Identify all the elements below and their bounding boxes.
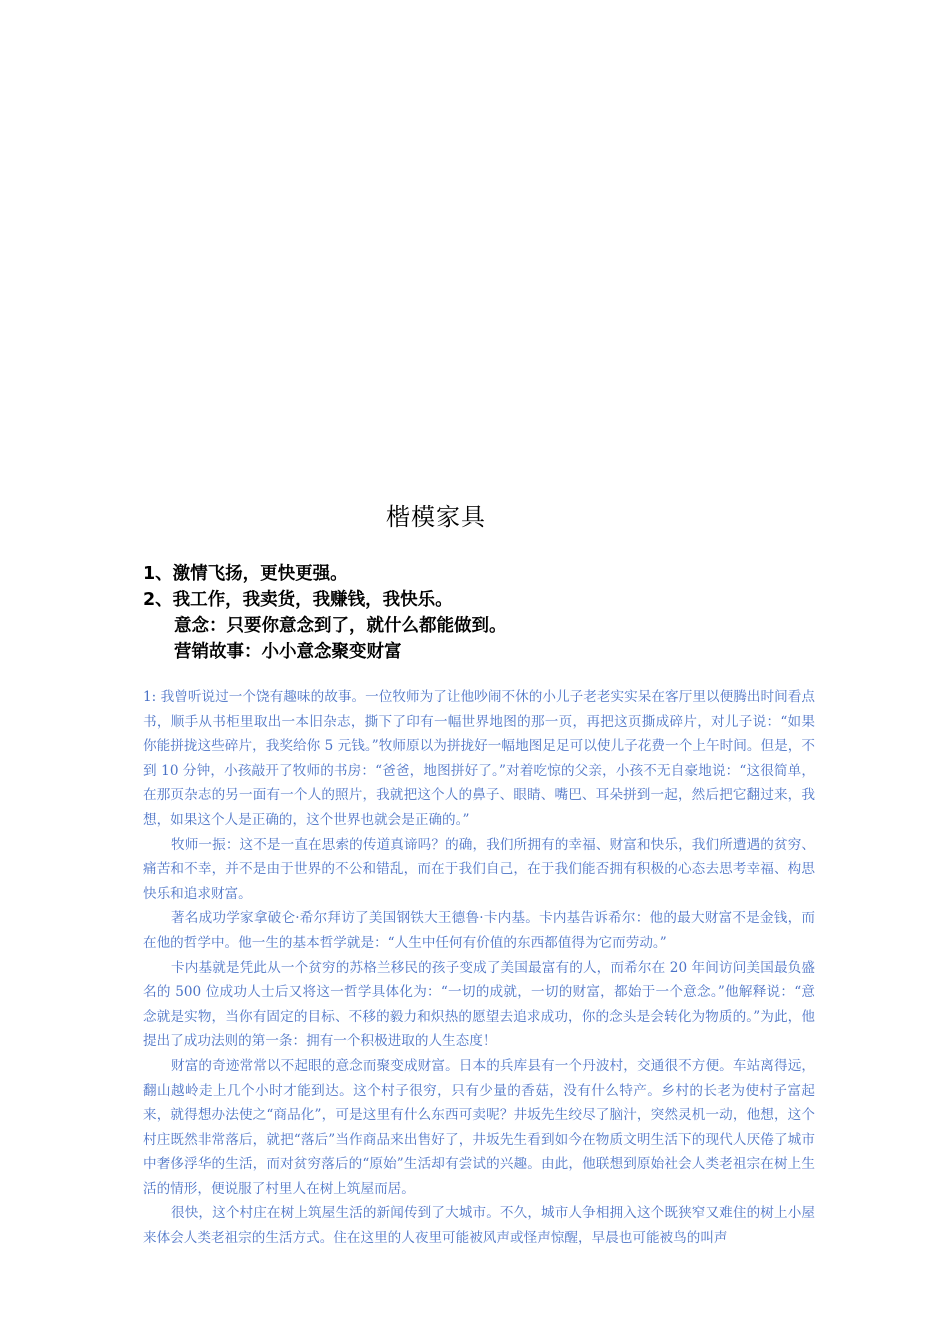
slogan-line: 意念：只要你意念到了，就什么都能做到。 bbox=[174, 616, 507, 636]
story-paragraph: 卡内基就是凭此从一个贫穷的苏格兰移民的孩子变成了美国最富有的人，而希尔在 20 年间访问美国最负盛名的 500 位成功人士后又将这一哲学具体化为：“一切的成就，一切的财富，都始于一个意念。”他解释说：“意念就是实物，当你有固定的目标、不移的毅力和炽热的愿望去追求成功，你的念头是会转化为物质的。”为此，他提出了成功法则的第一条：拥有一个积极进取的人生态度！ bbox=[143, 959, 815, 1050]
slogan-line: 2、我工作，我卖货，我赚钱，我快乐。 bbox=[143, 590, 453, 610]
slogan-list bbox=[143, 561, 843, 665]
story-paragraph: 1: 我曾听说过一个饶有趣味的故事。一位牧师为了让他吵闹不休的小儿子老老实实呆在客厅里以便腾出时间看点书，顺手从书柜里取出一本旧杂志，撕下了印有一幅世界地图的那一页，再把这页撕成碎片，对儿子说：“如果你能拼拢这些碎片，我奖给你 5 元钱。”牧师原以为拼拢好一幅地图足足可以使儿子花费一个上午时间。但是，不到 10 分钟，小孩敲开了牧师的书房：“爸爸，地图拼好了。”对着吃惊的父亲，小孩不无自豪地说：“这很简单，在那页杂志的另一面有一个人的照片，我就把这个人的鼻子、眼睛、嘴巴、耳朵拼到一起，然后把它翻过来，我想，如果这个人是正确的，这个世界也就会是正确的。” bbox=[143, 689, 815, 828]
story-paragraph: 财富的奇迹常常以不起眼的意念而聚变成财富。日本的兵库县有一个丹波村，交通很不方便。车站离得远，翻山越岭走上几个小时才能到达。这个村子很穷，只有少量的香菇，没有什么特产。乡村的长老为使村子富起来，就得想办法使之“商品化”，可是这里有什么东西可卖呢？井坂先生绞尽了脑汁，突然灵机一动，他想，这个村庄既然非常落后，就把“落后”当作商品来出售好了，井坂先生看到如今在物质文明生活下的现代人厌倦了城市中奢侈浮华的生活，而对贫穷落后的“原始”生活却有尝试的兴趣。由此，他联想到原始社会人类老祖宗在树上生活的情形，便说服了村里人在树上筑屋而居。 bbox=[143, 1057, 815, 1197]
slogan-line: 1、激情飞扬，更快更强。 bbox=[143, 564, 348, 584]
story-body bbox=[143, 685, 815, 1251]
story-paragraph: 牧师一振：这不是一直在思索的传道真谛吗？的确，我们所拥有的幸福、财富和快乐，我们所遭遇的贫穷、痛苦和不幸，并不是由于世界的不公和错乱，而在于我们自己，在于我们能否拥有积极的心态去思考幸福、构思快乐和追求财富。 bbox=[143, 836, 815, 902]
story-paragraph: 很快，这个村庄在树上筑屋生活的新闻传到了大城市。不久，城市人争相拥入这个既狭窄又难住的树上小屋来体会人类老祖宗的生活方式。住在这里的人夜里可能被风声或怪声惊醒，早晨也可能被鸟的叫声 bbox=[143, 1205, 815, 1247]
document-title: 楷模家具 bbox=[386, 503, 486, 531]
story-paragraph: 著名成功学家拿破仑·希尔拜访了美国钢铁大王德鲁·卡内基。卡内基告诉希尔：他的最大财富不是金钱，而在他的哲学中。他一生的基本哲学就是：“人生中任何有价值的东西都值得为它而劳动。” bbox=[143, 910, 815, 951]
story-heading: 营销故事：小小意念聚变财富 bbox=[174, 642, 402, 662]
